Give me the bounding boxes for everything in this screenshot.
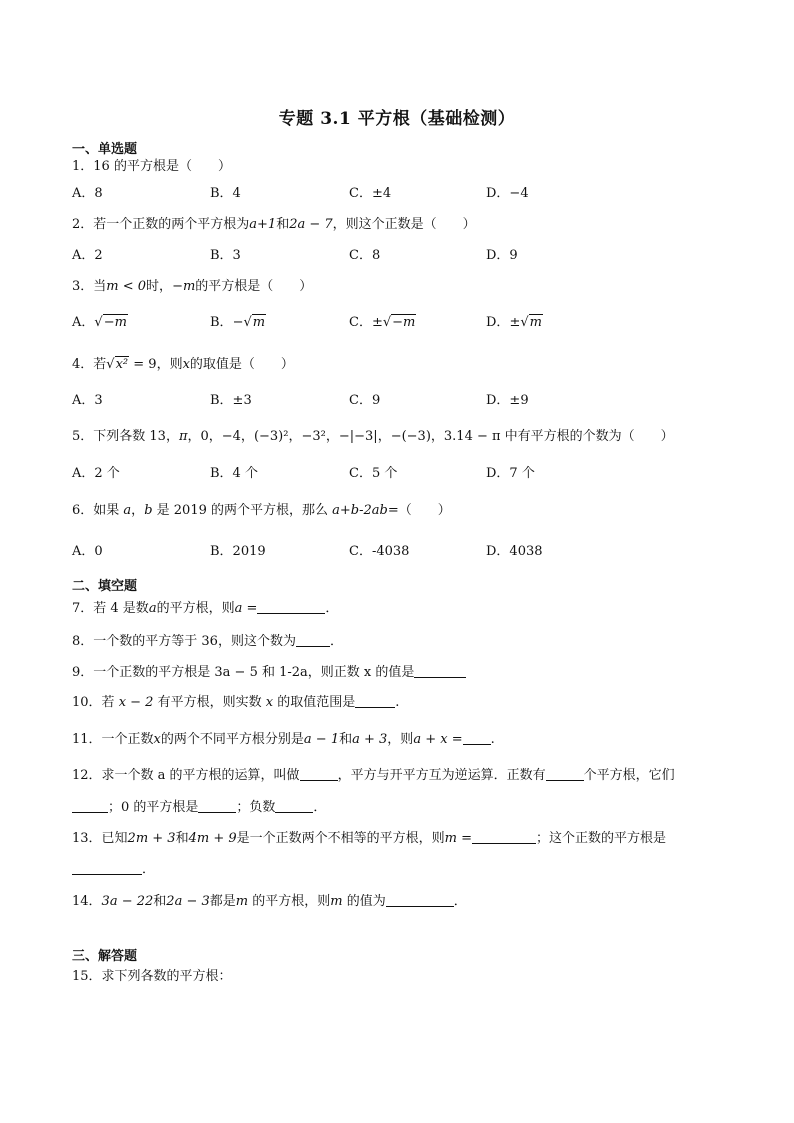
option-d: D．±9 [486,393,529,408]
q2-text-post: ，则这个正数是（ ） [332,217,476,232]
q13-text-post: ；这个正数的平方根是 [536,831,667,846]
q12-text-e: ；负数 [236,800,276,815]
question-2-options [72,247,692,265]
radicand: m [252,315,266,330]
q13-text: 13．已知 [72,831,128,846]
q4-text-post: ，则 [156,357,183,372]
q11-then: ，则 [387,732,414,747]
question-5-options [72,465,692,483]
q2-text: 2．若一个正数的两个平方根为 [72,217,250,232]
question-3-stem [72,278,312,296]
q4-equals: = 9 [129,357,157,372]
q3-expr: −m [172,279,196,294]
q3-text: 3．当 [72,279,107,294]
question-13-line-1 [72,830,666,848]
question-6-options [72,543,692,561]
sqrt-expression: √−m [94,315,127,330]
q9-text: 9．一个正数的平方根是 3a − 5 和 1-2a，则正数 x 的值是 [72,665,415,680]
answer-blank[interactable] [300,768,338,781]
q5-expr-3: −|−3| [338,429,378,444]
option-label: A． [72,315,95,330]
option-c: C．8 [349,248,381,263]
option-d: D．−4 [486,186,529,201]
q11-text: 11．一个正数 [72,732,154,747]
q4-text-end: 的取值是（ ） [189,357,294,372]
q8-end: ． [329,634,343,649]
question-10 [72,694,399,712]
q12-text-c: 个平方根，它们 [583,768,675,783]
q2-expr-2: 2a − 7 [289,217,333,232]
q10-end: . [395,695,400,710]
q14-var: m [235,894,249,909]
q10-text: 10．若 [72,695,119,710]
q5-expr-2: ，−3²， [288,429,339,444]
q6-text-post: =（ ） [387,503,451,518]
sign: − [232,315,244,330]
q5-pi: π [178,429,188,444]
radicand: m [529,315,542,330]
answer-blank[interactable] [546,768,584,781]
option-d: D．7 个 [486,466,535,481]
q5-expr-5: 3.14 − π [443,429,501,444]
q10-text-mid: 有平方根，则实数 [153,695,266,710]
q14-end: ． [453,894,467,909]
q14-var-2: m [330,894,343,909]
q7-end: ． [325,601,339,616]
answer-blank[interactable] [257,601,325,614]
q6-var-b: b [144,503,153,518]
q4-variable: x [182,357,190,372]
q7-text: 7．若 4 是数 [72,601,149,616]
option-a: A．0 [72,544,103,559]
page-title: 专题 3.1 平方根（基础检测） [278,109,516,129]
radicand: x² [115,357,129,372]
option-b: B．±3 [210,393,252,408]
q5-expr-4: ，−(−3)， [377,429,444,444]
q12-text-a: 12．求一个数 a 的平方根的运算，叫做 [72,768,300,783]
q6-text-mid: 是 2019 的两个平方根，那么 [152,503,333,518]
option-b: B．3 [210,248,241,263]
answer-blank[interactable] [414,665,466,678]
question-15: 15．求下列各数的平方根： [72,969,232,984]
q3-condition: m < 0 [106,279,147,294]
question-5-stem [72,428,674,446]
sqrt-expression: √x² [106,357,129,372]
question-2-stem [72,216,476,234]
question-12-line-2 [72,799,326,817]
q8-text: 8．一个数的平方等于 36，则这个数为 [72,634,296,649]
option-c: C．9 [349,393,381,408]
q13-var: m [444,831,457,846]
section-heading-solve: 三、解答题 [72,949,138,964]
sqrt-expression: √m [243,315,266,330]
q12-text-f: ． [313,800,327,815]
q11-equals: = [447,732,463,747]
sign: ± [509,315,521,330]
q13-equals: = [456,831,472,846]
q14-and: 和 [153,894,167,909]
q13-expr-1: 2m + 3 [127,831,176,846]
option-label: D． [486,315,510,330]
q13-text-mid: 是一个正数两个不相等的平方根，则 [236,831,445,846]
q3-text-post: 的平方根是（ ） [195,279,313,294]
q4-text: 4．若 [72,357,107,372]
question-13-line-2 [72,861,155,879]
q5-text-post: 中有平方根的个数为（ ） [500,429,674,444]
q11-text-mid: 的两个不同平方根分别是 [160,732,304,747]
option-d: D．4038 [486,544,543,559]
q5-expr-1: (−3)² [253,429,289,444]
q3-text-mid: 时， [146,279,173,294]
answer-blank[interactable] [72,800,108,813]
question-12-line-1 [72,767,675,785]
question-4-options [72,392,692,410]
q11-var: x [153,732,161,747]
option-a: A．3 [72,393,103,408]
q11-expr-3: a + x [413,732,448,747]
option-c: C．5 个 [349,466,398,481]
q6-var-a: a [123,503,132,518]
q11-expr-1: a − 1 [303,732,340,747]
question-8 [72,633,343,651]
option-c: C．±4 [349,186,392,201]
answer-blank[interactable] [472,831,536,844]
q6-text: 6．如果 [72,503,124,518]
q7-text-mid: 的平方根，则 [156,601,235,616]
q2-expr-1: a+1 [249,217,277,232]
question-6-stem [72,502,451,520]
question-7 [72,600,338,618]
question-1-options [72,185,692,203]
option-c: C．-4038 [349,544,410,559]
q13-and: 和 [175,831,189,846]
q12-text-b: ，平方与开平方互为逆运算．正数有 [337,768,546,783]
section-heading-fill-blank: 二、填空题 [72,579,138,594]
option-b: B．4 [210,186,241,201]
option-a [72,314,128,332]
q14-text-post: 的值为 [342,894,386,909]
radicand: −m [103,315,127,330]
q14-text-mid-2: 的平方根，则 [248,894,331,909]
q5-text: 5．下列各数 13， [72,429,179,444]
q14-expr-1: 3a − 22 [101,894,154,909]
option-label: C． [349,315,372,330]
q7-var-2: a [234,601,243,616]
option-a: A．2 个 [72,466,120,481]
answer-blank[interactable] [386,894,454,907]
question-9 [72,664,466,682]
q10-expr: x − 2 [118,695,154,710]
sqrt-expression: √m [520,315,542,330]
q11-and: 和 [339,732,353,747]
answer-blank[interactable] [355,695,395,708]
option-a: A．8 [72,186,103,201]
question-3-options [72,314,692,332]
option-d: D．9 [486,248,518,263]
q14-text: 14． [72,894,102,909]
q10-var: x [265,695,274,710]
answer-blank[interactable] [463,732,491,745]
q7-var: a [148,601,157,616]
answer-blank[interactable] [296,634,330,647]
option-c [349,314,416,332]
q7-equals: = [242,601,258,616]
q12-text-d: ；0 的平方根是 [108,800,199,815]
q13-end: ． [142,862,156,877]
option-d [486,314,543,332]
answer-blank[interactable] [198,800,236,813]
question-14 [72,893,467,911]
question-1-stem: 1．16 的平方根是（ ） [72,159,231,174]
q13-expr-2: 4m + 9 [188,831,237,846]
q5-list: ，0，−4， [187,429,254,444]
question-4-stem [72,356,294,374]
q2-text-mid: 和 [276,217,290,232]
q10-text-post: 的取值范围是 [273,695,356,710]
radicand: −m [392,315,416,330]
q14-text-mid: 都是 [209,894,236,909]
question-11 [72,731,495,749]
sqrt-expression: √−m [382,315,416,330]
q6-expr: a+b-2ab [332,503,388,518]
option-a: A．2 [72,248,103,263]
sign: ± [371,315,383,330]
q11-end: . [490,732,495,747]
q14-expr-2: 2a − 3 [166,894,210,909]
option-b [210,314,266,332]
q11-expr-2: a + 3 [352,732,388,747]
q6-comma: ， [131,503,145,518]
option-b: B．2019 [210,544,266,559]
option-b: B．4 个 [210,466,258,481]
answer-blank[interactable] [275,800,313,813]
option-label: B． [210,315,233,330]
answer-blank[interactable] [72,862,142,875]
section-heading-single-choice: 一、单选题 [72,142,138,157]
